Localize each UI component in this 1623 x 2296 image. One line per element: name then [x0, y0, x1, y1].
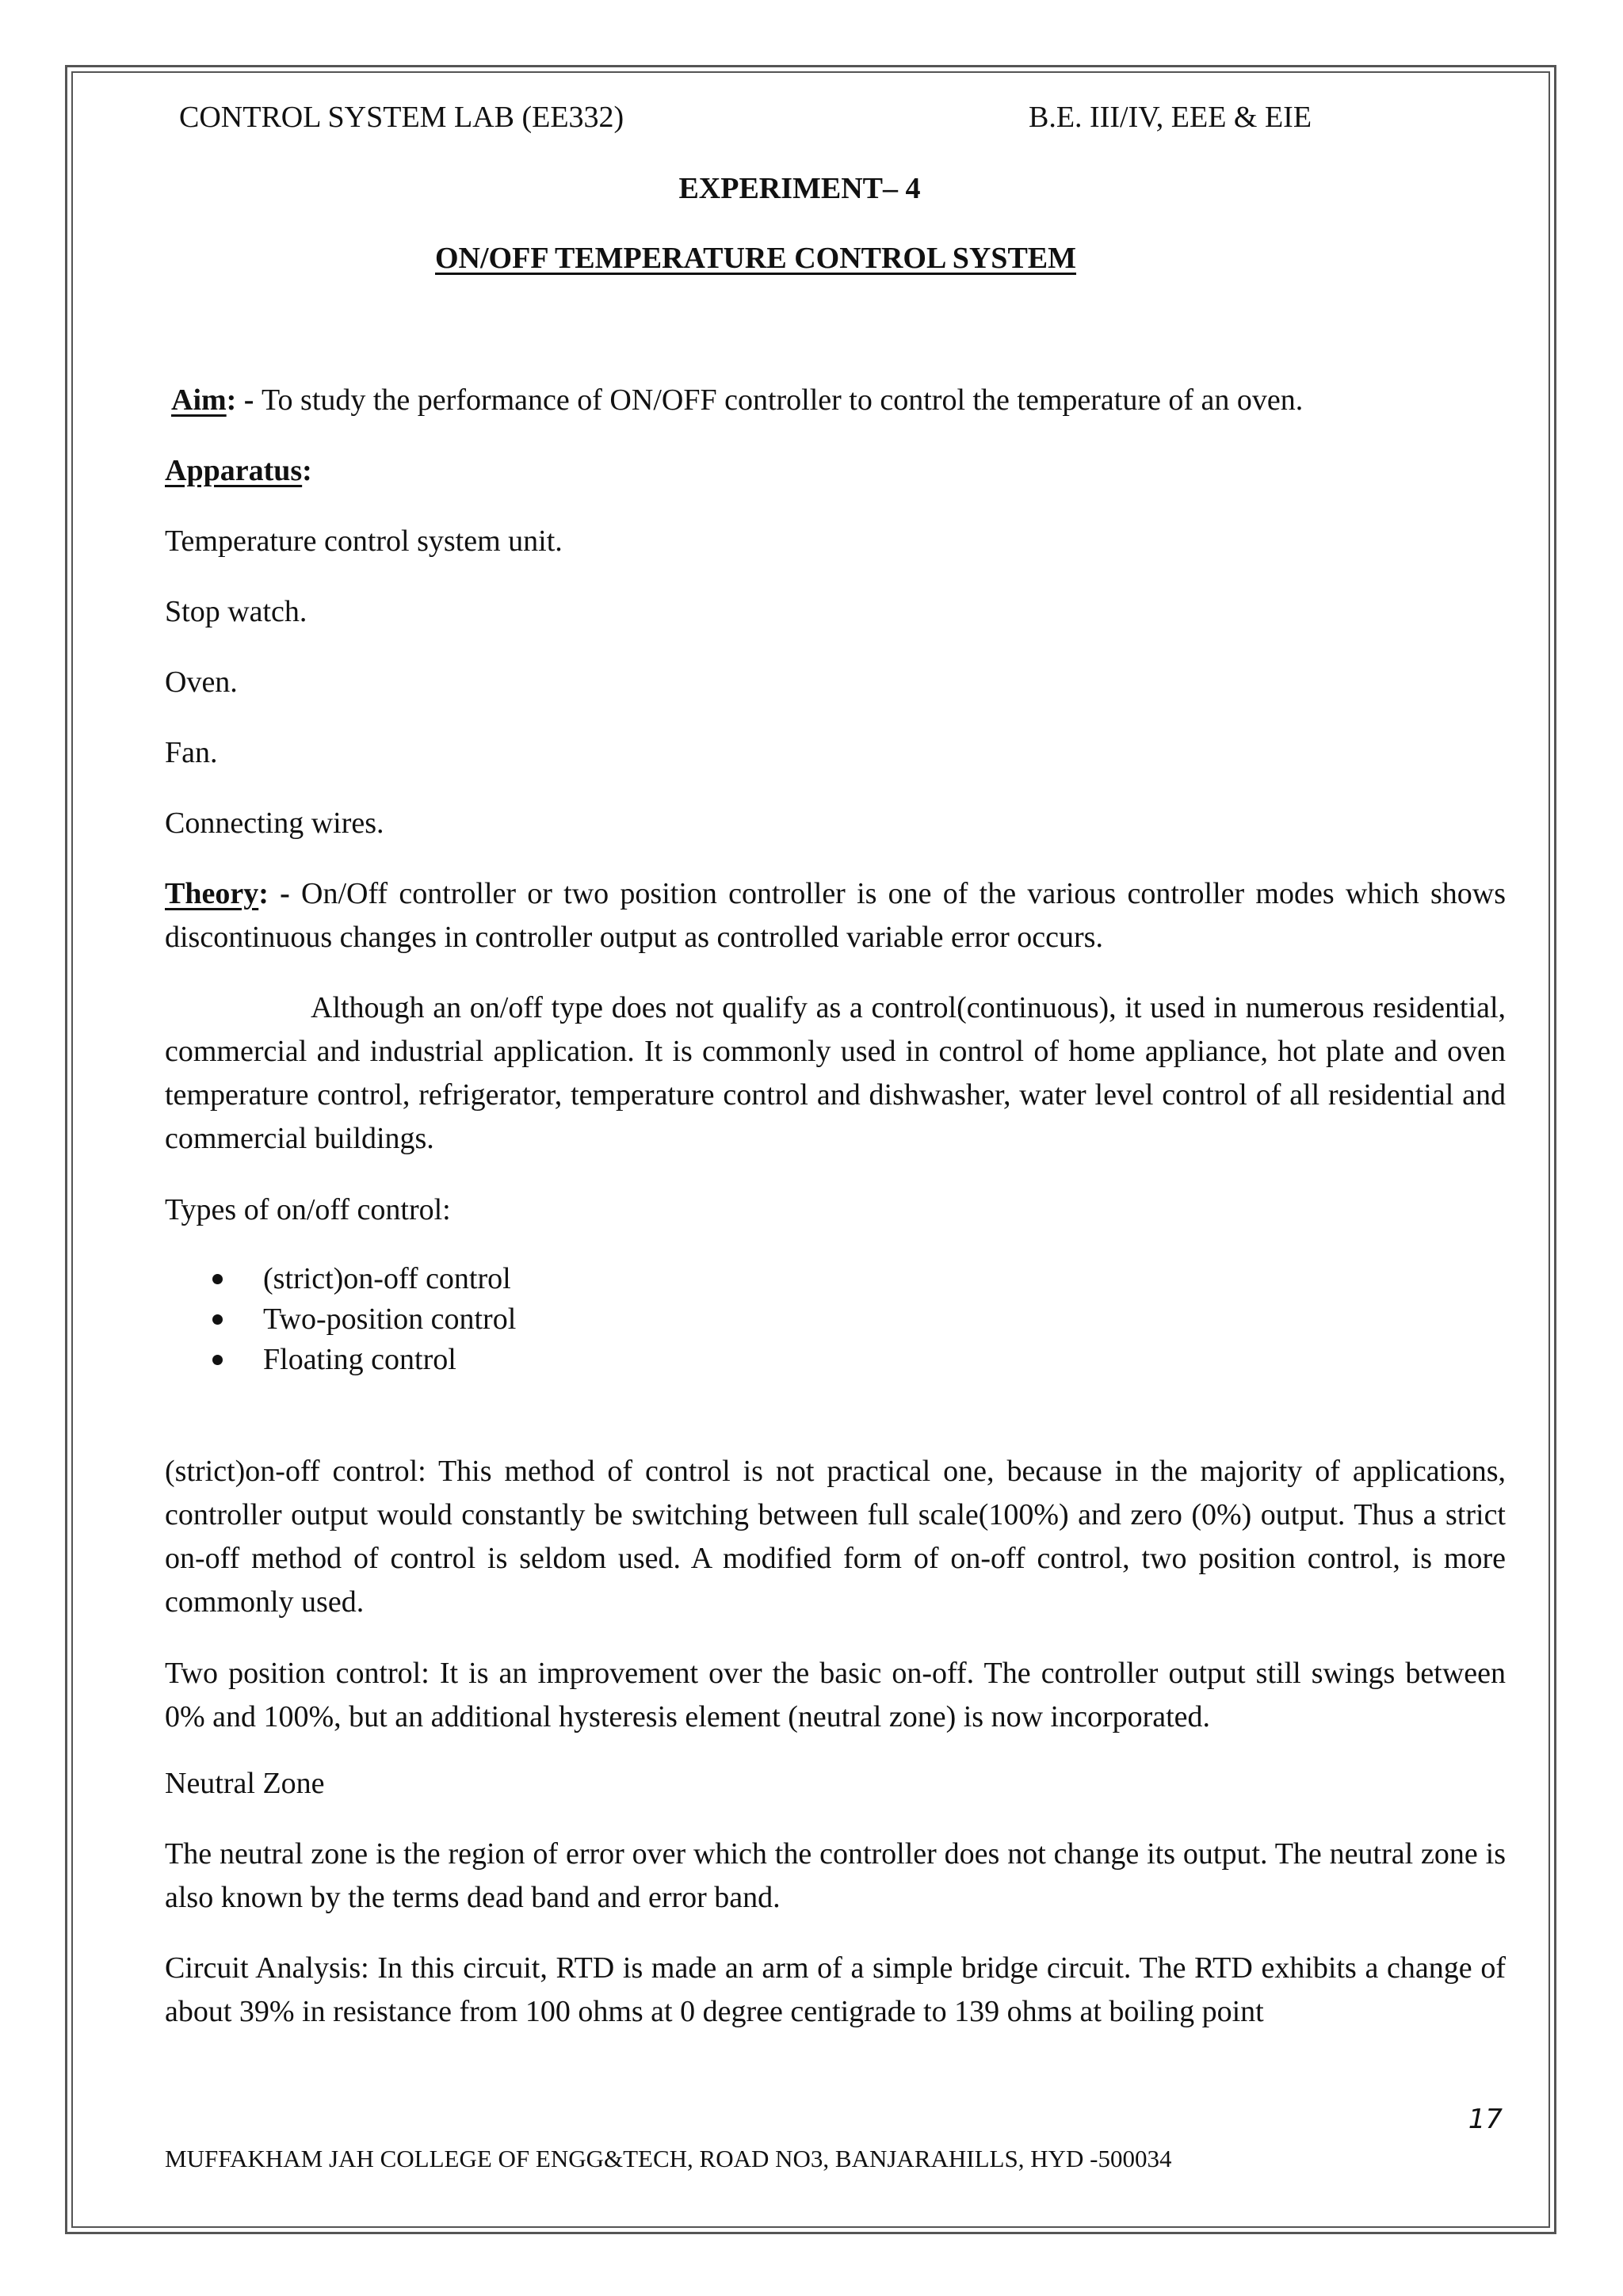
apparatus-heading	[165, 449, 312, 493]
strict-paragraph: (strict)on-off control: This method of control is not practical one, because in the majority of applications, controller output would constantly be switching between full scale(100%) and zero (0%) output. Thus a strict on-off method of control is seldom used. A modified form of on-off control, two position control, is more commonly used.	[165, 1455, 1506, 1619]
apparatus-colon: :	[302, 454, 312, 487]
apparatus-label: Apparatus	[165, 454, 303, 487]
circuit-analysis-paragraph: Circuit Analysis: In this circuit, RTD is made an arm of a simple bridge circuit. The RTD exhibits a change of about 39% in resistance from 100 ohms at 0 degree centigrade to 139 ohms at boiling point	[165, 1951, 1506, 2028]
theory-label: Theory	[165, 877, 259, 910]
apparatus-item: Fan.	[165, 736, 218, 769]
apparatus-item: Temperature control system unit.	[165, 524, 563, 558]
list-item	[212, 1259, 516, 1299]
experiment-title	[0, 166, 1623, 211]
theory-separator: : -	[258, 877, 302, 910]
bullet-icon	[212, 1314, 223, 1325]
bullet-icon	[212, 1274, 223, 1284]
bullet-icon	[212, 1355, 223, 1365]
header-class: B.E. III/IV, EEE & EIE	[1029, 101, 1312, 134]
types-heading: Types of on/off control:	[165, 1193, 451, 1226]
footer-college: MUFFAKHAM JAH COLLEGE OF ENGG&TECH, ROAD NO3, BANJARAHILLS, HYD -500034	[165, 2145, 1172, 2172]
apparatus-item: Stop watch.	[165, 595, 307, 628]
apparatus-item: Connecting wires.	[165, 807, 384, 840]
page-number: 17	[1468, 2103, 1503, 2135]
apparatus-item: Oven.	[165, 666, 238, 699]
neutral-zone-paragraph: The neutral zone is the region of error over which the controller does not change its output. The neutral zone is also known by the terms dead band and error band.	[165, 1837, 1506, 1914]
list-item	[212, 1340, 516, 1380]
list-item-text: Floating control	[263, 1343, 456, 1376]
aim-separator: : -	[226, 383, 262, 417]
list-item	[212, 1299, 516, 1340]
two-position-paragraph: Two position control: It is an improvement over the basic on-off. The controller output still swings between 0% and 100%, but an additional hysteresis element (neutral zone) is now incorporated.	[165, 1657, 1506, 1733]
aim-label: Aim	[171, 383, 227, 417]
list-item-text: (strict)on-off control	[263, 1262, 511, 1295]
theory-paragraph-2	[165, 986, 1506, 1161]
list-item-text: Two-position control	[263, 1302, 517, 1336]
experiment-title-text: EXPERIMENT– 4	[678, 172, 921, 205]
theory-text: On/Off controller or two position controller is one of the various controller modes which shows discontinuous changes in controller output as controlled variable error occurs.	[165, 877, 1506, 954]
header-course: CONTROL SYSTEM LAB (EE332)	[179, 101, 624, 134]
theory-paragraph	[165, 872, 1506, 959]
aim-text: To study the performance of ON/OFF controller to control the temperature of an oven.	[261, 383, 1304, 417]
aim-line	[171, 379, 1303, 422]
types-list	[212, 1259, 516, 1380]
experiment-subtitle: ON/OFF TEMPERATURE CONTROL SYSTEM	[435, 242, 1077, 275]
theory-paragraph-2-text: Although an on/off type does not qualify as a control(continuous), it used in numerous residential, commercial and industrial application. It is commonly used in control of home appliance, hot plate and oven temperature control, refrigerator, temperature control and dishwasher, water level control of all residential and commercial buildings.	[165, 991, 1506, 1155]
neutral-zone-heading: Neutral Zone	[165, 1767, 325, 1800]
